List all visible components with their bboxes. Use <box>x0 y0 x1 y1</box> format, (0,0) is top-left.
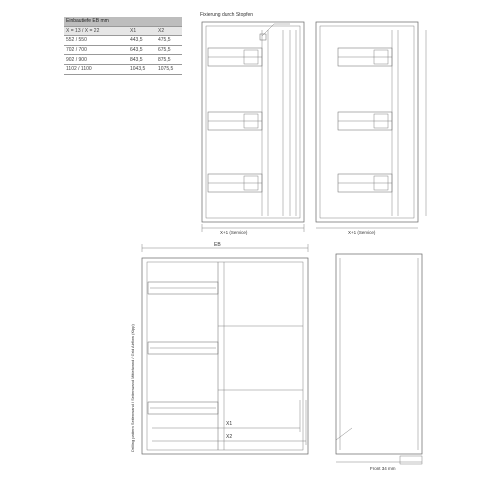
table-cell: 1102 / 1100 <box>64 64 128 74</box>
drawer-runner <box>338 174 392 192</box>
table-cell: 643,5 <box>128 45 156 55</box>
table-cell: 675,5 <box>156 45 182 55</box>
drawer-runner <box>208 174 262 192</box>
cabinet-section-view <box>142 244 308 454</box>
cabinet-detail-view <box>336 254 422 464</box>
table-cell: 1075,5 <box>156 64 182 74</box>
drawer-runner <box>338 112 392 130</box>
header-cell: X1 <box>128 26 156 36</box>
drawer-runner <box>338 48 392 66</box>
table-cell: 443,5 <box>128 36 156 46</box>
table-cell: 843,5 <box>128 55 156 65</box>
cabinet-side-view <box>316 22 426 228</box>
header-cell: X2 <box>156 26 182 36</box>
header-cell: X = 13 / X = 22 <box>64 26 128 36</box>
drawer-runner <box>208 112 262 130</box>
width-label: EB <box>214 242 221 248</box>
drawer-runner <box>148 342 218 354</box>
fixing-note: Fixierung durch Stopfen <box>200 12 254 18</box>
front-label: Front 34 mm <box>370 466 396 471</box>
drawer-runner <box>148 282 218 294</box>
x1-label: X1 <box>226 421 233 427</box>
drawer-runner <box>208 48 262 66</box>
dimension-label: X+1 (Service) <box>220 230 248 235</box>
table-cell: 902 / 900 <box>64 55 128 65</box>
drawer-runner <box>148 402 218 414</box>
cabinet-front-view <box>202 22 304 222</box>
table-cell: 875,5 <box>156 55 182 65</box>
dimension-label: X+1 (Service) <box>348 230 376 235</box>
table-title: Einbautiefe EB mm <box>64 17 182 26</box>
table-cell: 1043,5 <box>128 64 156 74</box>
table-cell: 552 / 550 <box>64 36 128 46</box>
vertical-note: Drilling pattern Seitenwand / Seitenwand Mittelwand / Grid Airflow (Kipp) <box>130 324 135 452</box>
dimension-lines-top <box>202 30 304 232</box>
table-cell: 475,5 <box>156 36 182 46</box>
x2-label: X2 <box>226 434 233 440</box>
table-cell: 702 / 700 <box>64 45 128 55</box>
